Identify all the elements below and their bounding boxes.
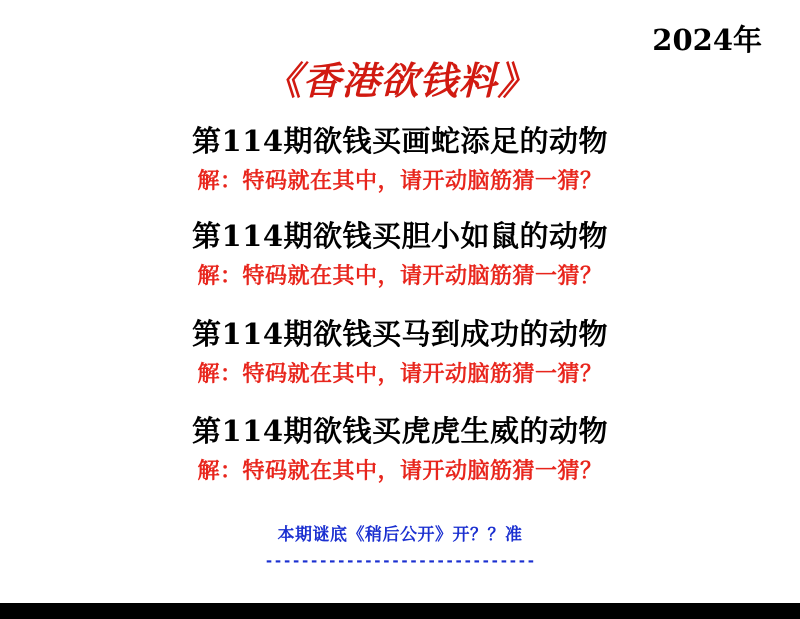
- bottom-bar: [0, 603, 800, 619]
- entry-answer: 解：特码就在其中，请开动脑筋猜一猜？: [197, 263, 603, 289]
- entry-answer: 解：特码就在其中，请开动脑筋猜一猜？: [197, 361, 603, 387]
- entry-block-3: [0, 317, 800, 388]
- footer-divider: ------------------------------: [264, 552, 536, 570]
- entry-question: 第114期欲钱买马到成功的动物: [191, 317, 609, 351]
- entry-block-4: [0, 414, 800, 485]
- footer-note: 本期谜底《稍后公开》开？？准: [277, 525, 523, 545]
- entry-answer: 解：特码就在其中，请开动脑筋猜一猜？: [197, 168, 603, 194]
- entry-question: 第114期欲钱买胆小如鼠的动物: [191, 219, 609, 253]
- entry-question: 第114期欲钱买虎虎生威的动物: [191, 414, 609, 448]
- year-label: 2024年: [652, 23, 762, 57]
- page-title: 《香港欲钱料》: [263, 59, 537, 103]
- entry-block-2: [0, 219, 800, 290]
- entry-question: 第114期欲钱买画蛇添足的动物: [191, 124, 609, 158]
- entry-answer: 解：特码就在其中，请开动脑筋猜一猜？: [197, 458, 603, 484]
- entry-block-1: [0, 124, 800, 195]
